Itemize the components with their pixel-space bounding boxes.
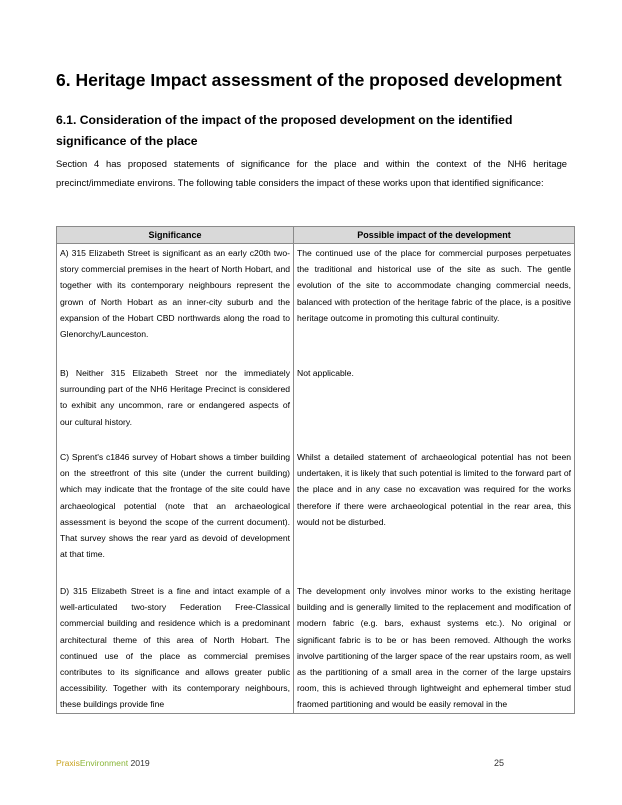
table-header-row xyxy=(57,227,575,244)
impact-cell: The continued use of the place for commercial purposes perpetuates the traditional and historical use of the site as such. The gentle evolution of the site to accommodate changing commercial needs, balanced with protection of the heritage fabric of the place, is a positive heritage outcome in promoting this cultural continuity. xyxy=(294,244,575,365)
significance-cell: C) Sprent's c1846 survey of Hobart shows a timber building on the streetfront of this site (under the current building) which may indicate that the frontage of the site could have archaeological potential (note that an archaeological assessment is beyond the scope of the current document). That survey shows the rear yard as devoid of development at that time. xyxy=(57,448,294,582)
footer-brand xyxy=(56,758,150,768)
subsection-heading: 6.1. Consideration of the impact of the proposed development on the identified significance of the place xyxy=(56,113,513,148)
footer-year: 2019 xyxy=(130,758,150,768)
column-header-significance: Significance xyxy=(57,227,294,244)
section-heading: 6. Heritage Impact assessment of the proposed development xyxy=(56,70,562,90)
table-row xyxy=(57,364,575,448)
brand-name-part1: Praxis xyxy=(56,758,80,768)
significance-impact-table xyxy=(56,226,575,714)
significance-cell: D) 315 Elizabeth Street is a fine and intact example of a well-articulated two-story Federation Free-Classical commercial building and residence which is a predominant architectural theme of this area of North Hobart. The continued use of the place as commercial premises contributes to its significance and allows greater public accessibility. Together with its contemporary neighbours, these buildings provide fine xyxy=(57,582,294,713)
impact-cell: Not applicable. xyxy=(294,364,575,448)
significance-cell: A) 315 Elizabeth Street is significant as an early c20th two-story commercial premises in the heart of North Hobart, and together with its contemporary neighbours represent the grown of North Hobart as an inner-city suburb and the expansion of the Hobart CBD northwards along the road to Glenorchy/Launceston. xyxy=(57,244,294,365)
table-row xyxy=(57,244,575,365)
impact-cell: The development only involves minor works to the existing heritage building and is generally limited to the replacement and modification of modern fabric (e.g. bars, exhaust systems etc.). No original or significant fabric is to be or has been removed. Although the works involve partitioning of the larger space of the rear upstairs room, as well as the partitioning of a small area in the corner of the large upstairs room, this is achieved through lightweight and ephemeral timber stud fraomed partitioning and would be easily removal in the xyxy=(294,582,575,713)
column-header-impact: Possible impact of the development xyxy=(294,227,575,244)
table-row xyxy=(57,582,575,713)
page-number: 25 xyxy=(494,758,505,768)
intro-paragraph: Section 4 has proposed statements of significance for the place and within the context of the NH6 heritage precinct/immediate environs. The following table considers the impact of these works upon that identified significance: xyxy=(56,158,567,188)
brand-name-part2: Environment xyxy=(79,758,129,768)
significance-cell: B) Neither 315 Elizabeth Street nor the immediately surrounding part of the NH6 Heritage Precinct is considered to exhibit any uncommon, rare or endangered aspects of our cultural history. xyxy=(57,364,294,448)
table-row xyxy=(57,448,575,582)
impact-cell: Whilst a detailed statement of archaeological potential has not been undertaken, it is likely that such potential is limited to the forward part of the place and in any case no excavation was required for the works therefore if there were archaeological potential in the rear area, this would not be disturbed. xyxy=(294,448,575,582)
